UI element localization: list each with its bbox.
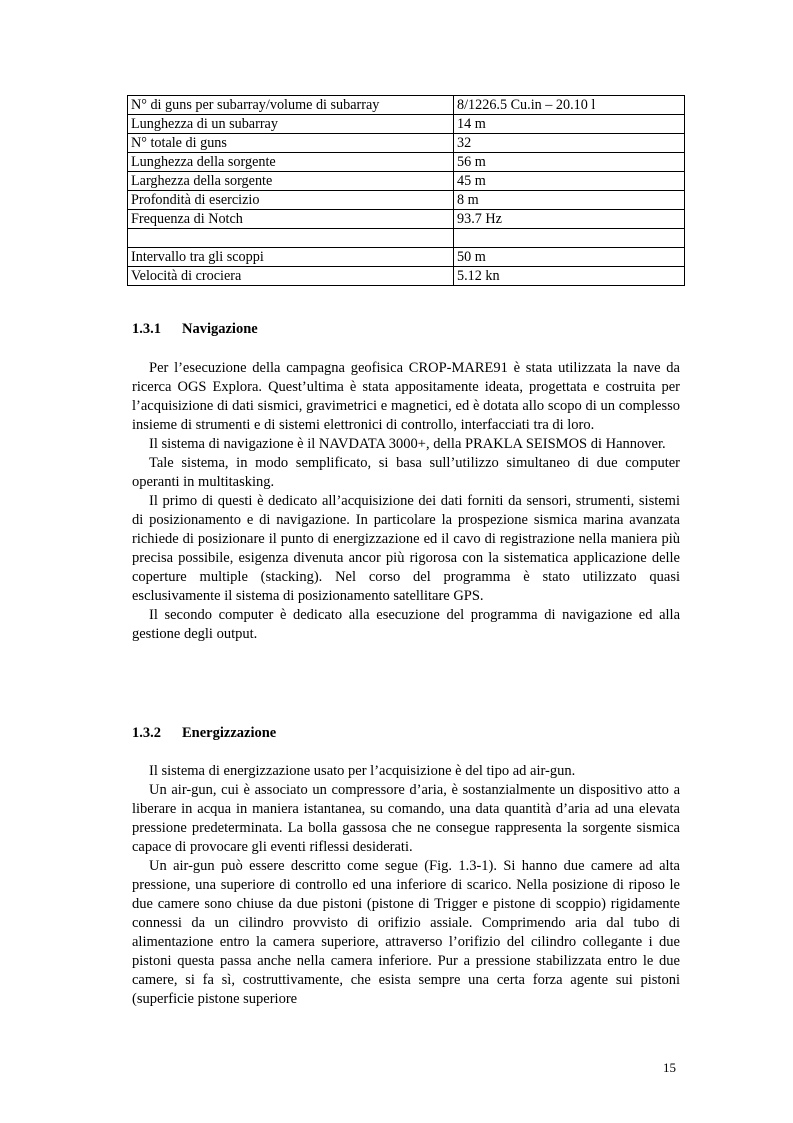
table-row xyxy=(128,115,685,134)
paragraph: Il sistema di energizzazione usato per l’acquisizione è del tipo ad air-gun. xyxy=(149,763,576,779)
paragraph: Un air-gun può essere descritto come segue (Fig. 1.3-1). Si hanno due camere ad alta pressione, una superiore di controllo ed una inferiore di scarico. Nella posizione di riposo le due camere sono chiuse da due pistoni (pistone di Trigger e pistone di scoppio) rigidamente connessi da un cilindro provvisto di orifizio assiale. Comprimendo aria dal tubo di alimentazione entro la camera superiore, attraverso l’orifizio del cilindro collegante i due pistoni questa passa anche nella camera inferiore. Pur a pressione stabilizzata entro le due camere, si fa sì, costruttivamente, che esista sempre una certa forza agente sui pistoni (superficie pistone superiore xyxy=(132,858,680,1007)
paragraph: Per l’esecuzione della campagna geofisica CROP-MARE91 è stata utilizzata la nave da ricerca OGS Explora. Quest’ultima è stata appositamente ideata, progettata e costruita per l’acquisizione di dati sismici, gravimetrici e magnetici, ed è dotata allo scopo di un complesso insieme di strumenti e di sistemi elettronici di controllo, interfacciati tra di loro. xyxy=(132,360,680,433)
parameter-cell: Intervallo tra gli scoppi xyxy=(128,248,454,267)
section-number: 1.3.2 xyxy=(132,725,161,741)
parameter-cell: Velocità di crociera xyxy=(128,267,454,286)
paragraph: Un air-gun, cui è associato un compressore d’aria, è sostanzialmente un dispositivo atto a liberare in acqua in maniera istantanea, su comando, una data quantità d’aria ad una elevata pressione predeterminata. La bolla gassosa che ne consegue rappresenta la sorgente sismica capace di provocare gli eventi riflessi desiderati. xyxy=(132,782,680,855)
section-body-energizzazione xyxy=(132,762,680,1009)
parameter-cell: N° di guns per subarray/volume di subarray xyxy=(128,96,454,115)
value-cell: 5.12 kn xyxy=(454,267,685,286)
paragraph: Il primo di questi è dedicato all’acquisizione dei dati forniti da sensori, strumenti, sistemi di posizionamento e di navigazione. In particolare la prospezione sismica marina avanzata richiede di posizionare il punto di energizzazione ed il cavo di registrazione nella maniera più precisa possibile, esigenza divenuta ancor più rigorosa con la sistematica applicazione delle coperture multiple (stacking). Nel corso del programma è stato utilizzato quasi esclusivamente il sistema di posizionamento satellitare GPS. xyxy=(132,493,680,604)
page-number: 15 xyxy=(663,1060,676,1075)
parameter-cell: Lunghezza della sorgente xyxy=(128,153,454,172)
table-row xyxy=(128,210,685,229)
table-row xyxy=(128,134,685,153)
value-cell: 8 m xyxy=(454,191,685,210)
value-cell: 14 m xyxy=(454,115,685,134)
parameter-cell: Larghezza della sorgente xyxy=(128,172,454,191)
section-title: Navigazione xyxy=(182,321,258,337)
table-row xyxy=(128,191,685,210)
section-body-navigazione xyxy=(132,359,680,644)
specs-table xyxy=(127,95,685,286)
table-row xyxy=(128,172,685,191)
section-number: 1.3.1 xyxy=(132,321,161,337)
value-cell: 32 xyxy=(454,134,685,153)
section-title: Energizzazione xyxy=(182,725,277,741)
paragraph: Il sistema di navigazione è il NAVDATA 3000+, della PRAKLA SEISMOS di Hannover. xyxy=(149,436,666,452)
paragraph: Tale sistema, in modo semplificato, si basa sull’utilizzo simultaneo di due computer operanti in multitasking. xyxy=(132,455,680,490)
table-row xyxy=(128,267,685,286)
value-cell: 93.7 Hz xyxy=(454,210,685,229)
specs-table-body xyxy=(128,96,685,286)
section-heading-energizzazione xyxy=(132,725,276,742)
parameter-cell: Profondità di esercizio xyxy=(128,191,454,210)
table-row xyxy=(128,153,685,172)
parameter-cell xyxy=(128,229,454,248)
parameter-cell: N° totale di guns xyxy=(128,134,454,153)
value-cell: 56 m xyxy=(454,153,685,172)
table-row xyxy=(128,248,685,267)
paragraph: Il secondo computer è dedicato alla esecuzione del programma di navigazione ed alla gestione degli output. xyxy=(132,607,680,642)
value-cell: 45 m xyxy=(454,172,685,191)
value-cell xyxy=(454,229,685,248)
value-cell: 8/1226.5 Cu.in – 20.10 l xyxy=(454,96,685,115)
value-cell: 50 m xyxy=(454,248,685,267)
parameter-cell: Lunghezza di un subarray xyxy=(128,115,454,134)
table-row xyxy=(128,229,685,248)
section-heading-navigazione xyxy=(132,321,258,338)
parameter-cell: Frequenza di Notch xyxy=(128,210,454,229)
table-row xyxy=(128,96,685,115)
